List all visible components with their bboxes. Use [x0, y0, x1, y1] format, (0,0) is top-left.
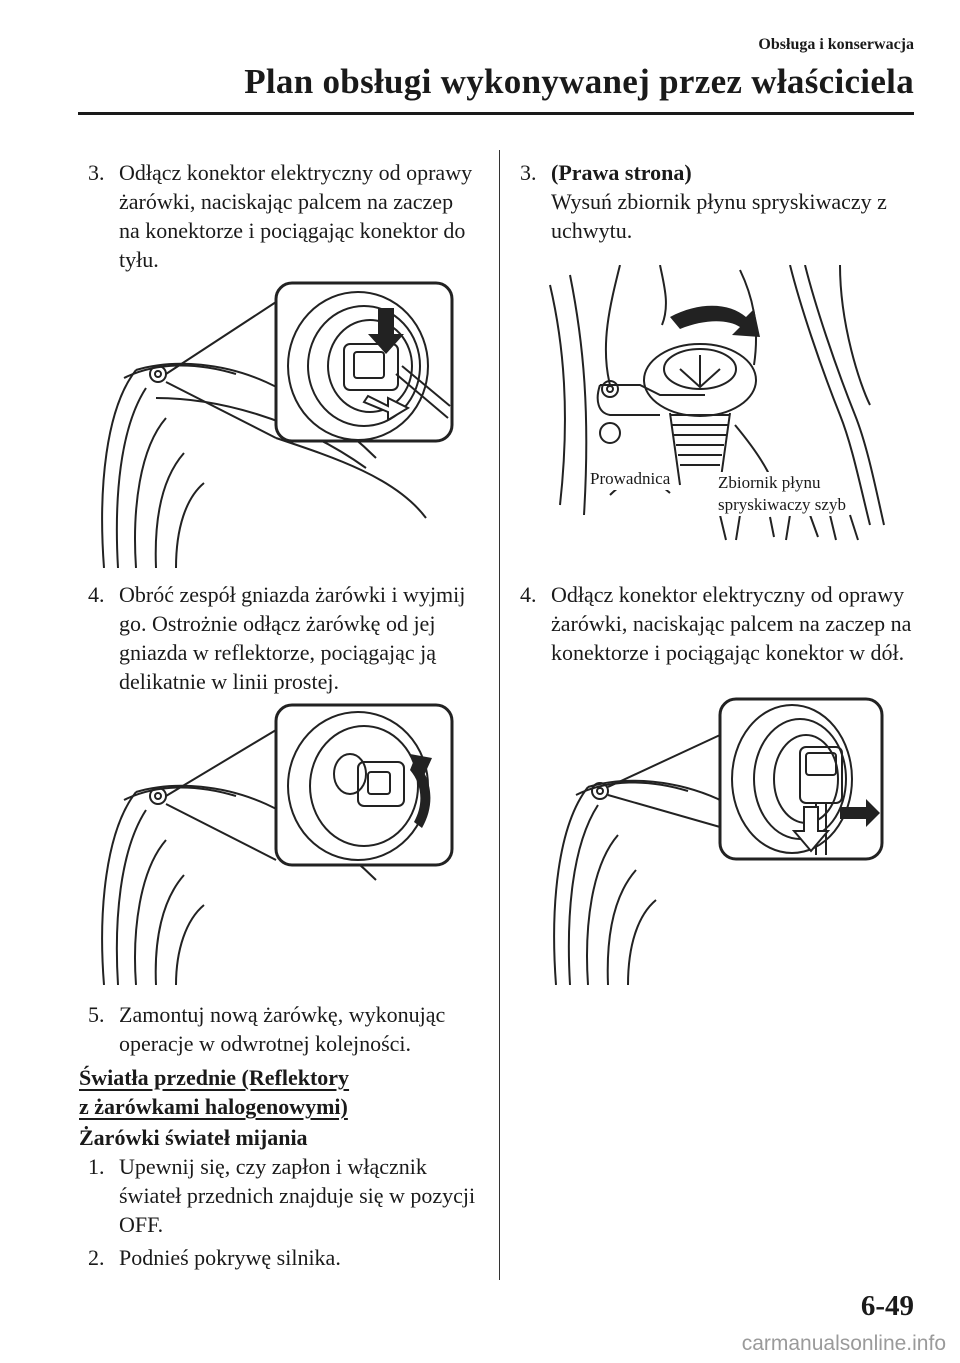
step-text: Odłącz konektor elektryczny od oprawy żarówki, naciskając palcem na zaczep na konektorze i pociągając konektor do tyłu. [119, 160, 473, 272]
step-number: 5. [88, 1002, 105, 1027]
step-number: 3. [520, 160, 537, 185]
left-step-2 [88, 1243, 478, 1272]
step-text: Upewnij się, czy zapłon i włącznik świateł przednich znajduje się w pozycji OFF. [119, 1154, 476, 1237]
figure-connector-down [548, 695, 888, 985]
header-section-label: Obsługa i konserwacja [758, 36, 914, 53]
reservoir-label [718, 472, 846, 516]
reservoir-label-line-1: Zbiornik płynu [718, 473, 821, 492]
column-divider [499, 150, 500, 1280]
section-heading-line-1: Światła przednie (Reflektory [79, 1065, 350, 1090]
right-step-4 [520, 580, 920, 667]
right-step-3 [520, 158, 920, 245]
page-number: 6-49 [860, 1290, 914, 1322]
watermark: carmanualsonline.info [741, 1332, 946, 1355]
step-number: 4. [520, 582, 537, 607]
step-number: 4. [88, 582, 105, 607]
step-number: 2. [88, 1245, 105, 1270]
step-text: Wysuń zbiornik płynu spryskiwaczy z uchwytu. [551, 189, 887, 243]
step-text: Podnieś pokrywę silnika. [119, 1245, 341, 1270]
step-number: 3. [88, 160, 105, 185]
step-text: Obróć zespół gniazda żarówki i wyjmij go. Ostrożnie odłącz żarówkę od jej gniazda w reflektorze, pociągając ją delikatnie w linii prostej. [119, 582, 466, 694]
left-step-1 [88, 1152, 478, 1239]
step-text: Zamontuj nową żarówkę, wykonując operacje w odwrotnej kolejności. [119, 1002, 446, 1056]
figure-socket-rotate [96, 700, 468, 985]
figure-connector-back [96, 278, 468, 568]
step-number: 1. [88, 1154, 105, 1179]
left-step-5 [88, 1000, 478, 1058]
guide-label: Prowadnica [590, 469, 671, 488]
step-title: (Prawa strona) [551, 160, 692, 185]
section-heading [79, 1063, 479, 1121]
reservoir-label-line-2: spryskiwaczy szyb [718, 495, 846, 514]
figure-washer-reservoir [540, 265, 885, 555]
section-heading-line-2: z żarówkami halogenowymi) [79, 1094, 348, 1119]
left-step-3 [88, 158, 478, 274]
page-title: Plan obsługi wykonywanej przez właściciela [244, 62, 914, 101]
step-text: Odłącz konektor elektryczny od oprawy żarówki, naciskając palcem na zaczep na konektorze i pociągając konektor w dół. [551, 582, 912, 665]
header-rule [78, 112, 914, 115]
left-step-4 [88, 580, 478, 696]
subheading: Żarówki świateł mijania [79, 1125, 308, 1150]
